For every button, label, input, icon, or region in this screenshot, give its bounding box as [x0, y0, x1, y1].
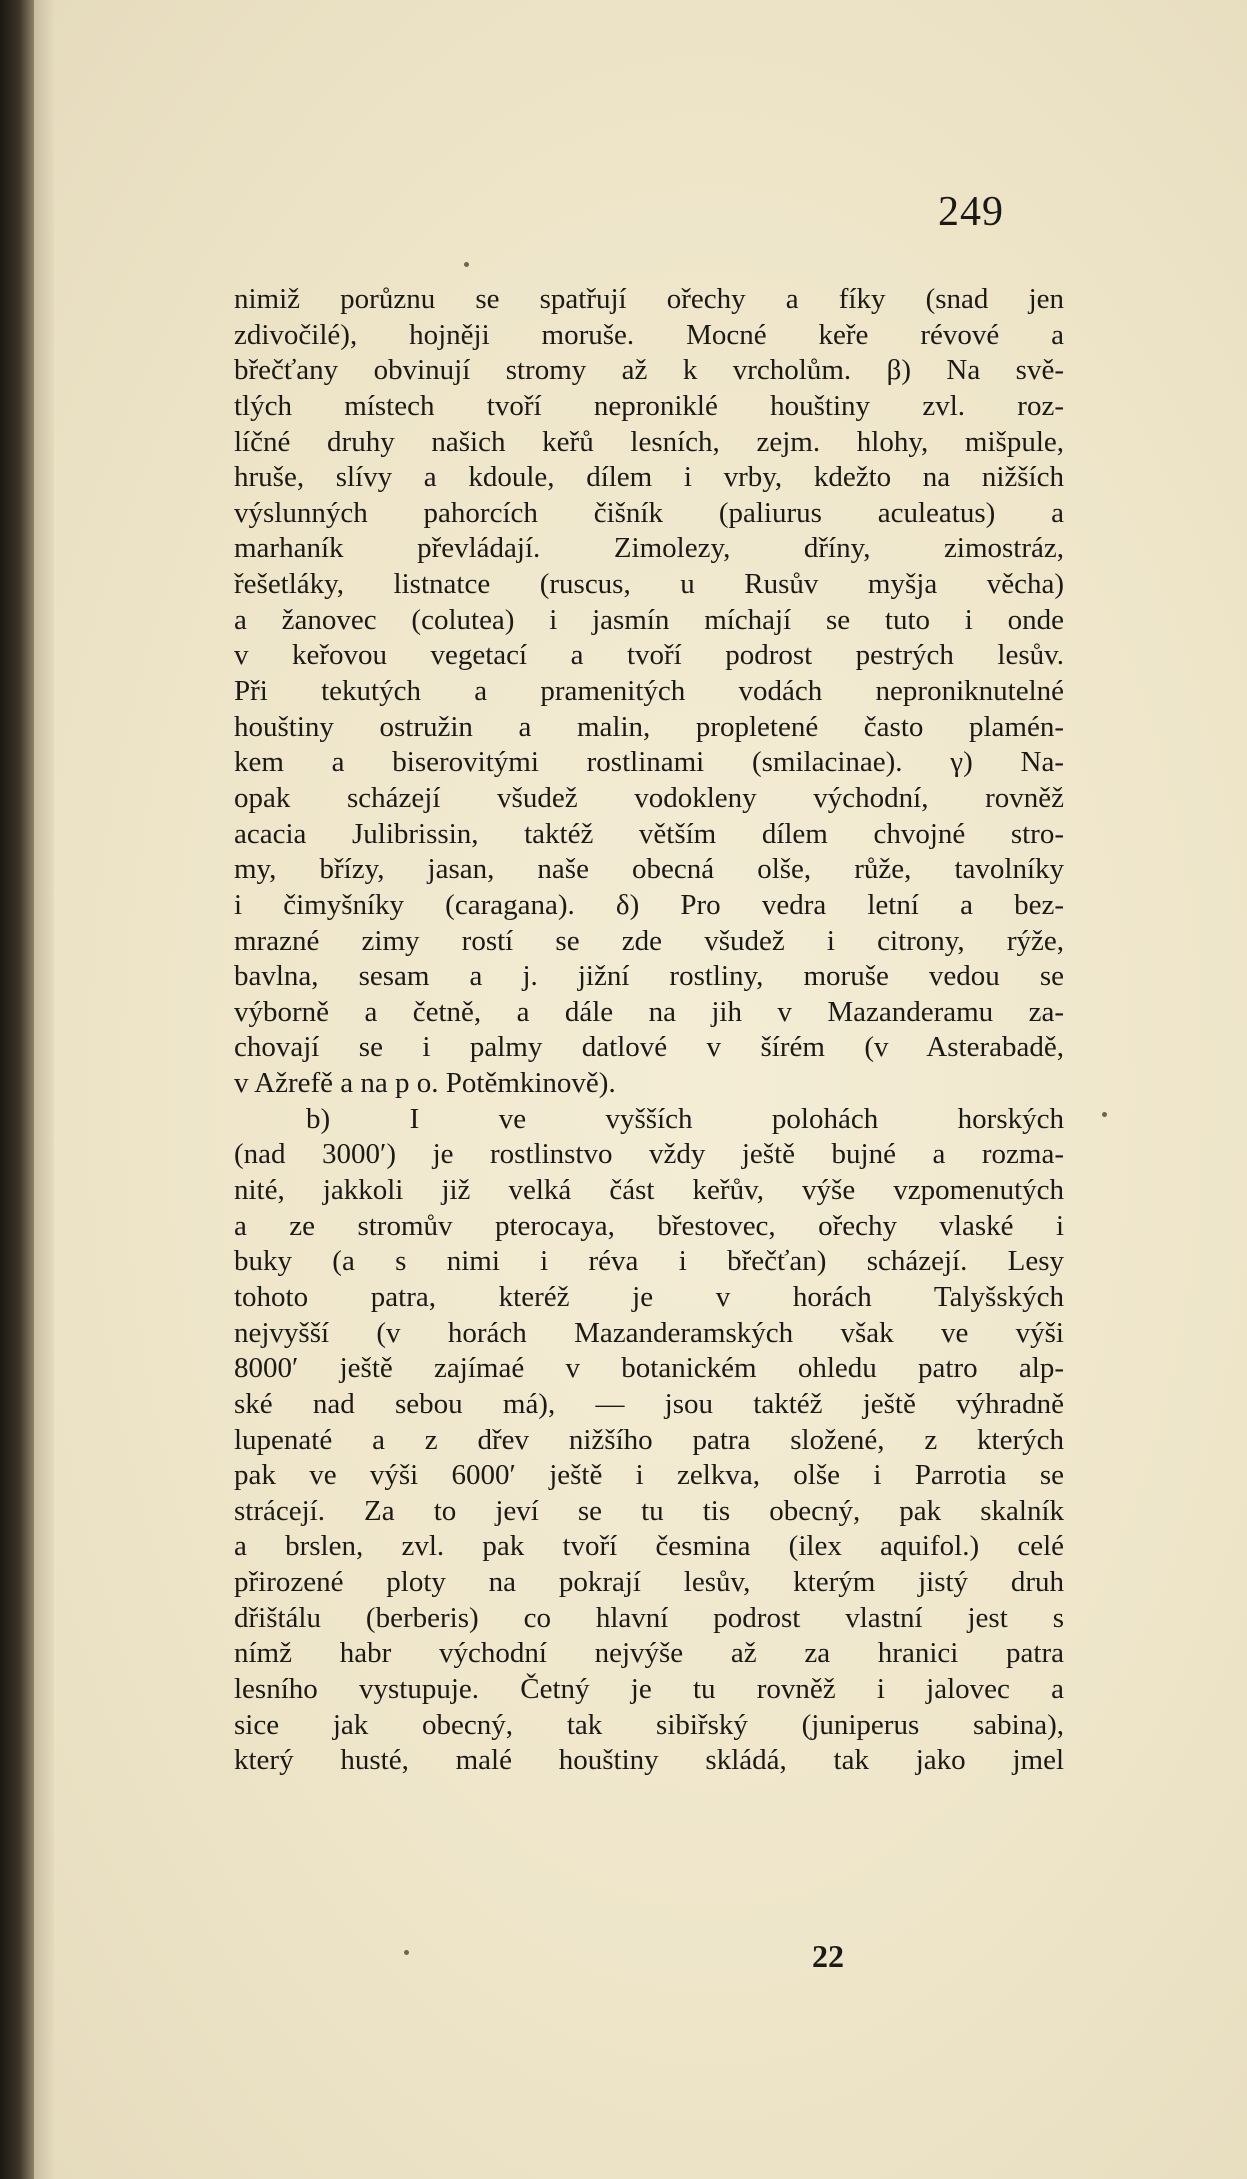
text-line: zdivočilé), hojněji moruše. Mocné keře révové a [234, 318, 1064, 351]
body-text [234, 282, 1064, 1779]
text-line: (nad 3000′) je rostlinstvo vždy ještě bujné a rozma- [234, 1138, 1064, 1171]
text-line: b) I ve vyšších polohách horských [306, 1102, 1064, 1135]
text-line: sice jak obecný, tak sibiřský (juniperus sabina), [234, 1708, 1064, 1741]
text-line: chovají se i palmy datlové v šírém (v Asterabadě, [234, 1031, 1064, 1064]
text-line: kem a biserovitými rostlinami (smilacinae). γ) Na- [234, 746, 1064, 779]
text-line: 8000′ ještě zajímaé v botanickém ohledu patro alp- [234, 1352, 1064, 1385]
signature-mark: 22 [812, 1938, 844, 1974]
text-line: houštiny ostružin a malin, propletené často plamén- [234, 710, 1064, 743]
text-line: v Ažrefě a na p o. Potěmkinově). [234, 1067, 616, 1100]
text-line: nimiž porůznu se spatřují ořechy a fíky (snad jen [234, 283, 1064, 315]
text-line: v keřovou vegetací a tvoří podrost pestrých lesův. [234, 639, 1064, 672]
text-line: řešetláky, listnatce (ruscus, u Rusův myšja věcha) [234, 568, 1064, 601]
page-gutter [34, 0, 54, 2179]
page-number: 249 [938, 189, 1004, 235]
text-line: břečťany obvinují stromy až k vrcholům. β) Na svě- [234, 354, 1064, 387]
text-line: hruše, slívy a kdoule, dílem i vrby, kdežto na nižších [234, 461, 1064, 494]
text-line: bavlna, sesam a j. jižní rostliny, moruše vedou se [234, 960, 1064, 993]
text-line: který husté, malé houštiny skládá, tak jako jmel [234, 1744, 1064, 1777]
paper-speck [404, 1950, 409, 1955]
text-line: výslunných pahorcích čišník (paliurus aculeatus) a [234, 496, 1064, 529]
text-line: lupenaté a z dřev nižšího patra složené, z kterých [234, 1423, 1064, 1456]
text-line: a brslen, zvl. pak tvoří česmina (ilex aquifol.) celé [234, 1530, 1064, 1563]
text-line: buky (a s nimi i réva i břečťan) scházejí. Lesy [234, 1245, 1064, 1278]
text-line: strácejí. Za to jeví se tu tis obecný, pak skalník [234, 1494, 1064, 1527]
text-line: opak scházejí všudež vodokleny východní, rovněž [234, 781, 1064, 814]
book-page [54, 0, 1247, 2179]
text-line: ské nad sebou má), — jsou taktéž ještě výhradně [234, 1387, 1064, 1420]
text-line: tohoto patra, kteréž je v horách Talyšských [234, 1280, 1064, 1313]
text-line: i čimyšníky (caragana). δ) Pro vedra letní a bez- [234, 888, 1064, 921]
text-line: a žanovec (colutea) i jasmín míchají se tuto i onde [234, 603, 1064, 636]
text-line: přirozené ploty na pokrají lesův, kterým jistý druh [234, 1566, 1064, 1599]
text-line: acacia Julibrissin, taktéž větším dílem chvojné stro- [234, 817, 1064, 850]
paper-speck [1102, 1112, 1107, 1117]
text-line: a ze stromův pterocaya, břestovec, ořechy vlaské i [234, 1209, 1064, 1242]
text-line: nímž habr východní nejvýše až za hranici patra [234, 1637, 1064, 1670]
text-line: tlých místech tvoří neproniklé houštiny zvl. roz- [234, 389, 1064, 422]
text-line: výborně a četně, a dále na jih v Mazanderamu za- [234, 995, 1064, 1028]
text-line: pak ve výši 6000′ ještě i zelkva, olše i Parrotia se [234, 1459, 1064, 1492]
book-binding [0, 0, 34, 2179]
text-line: líčné druhy našich keřů lesních, zejm. hlohy, mišpule, [234, 425, 1064, 458]
text-line: dřištálu (berberis) co hlavní podrost vlastní jest s [234, 1601, 1064, 1634]
text-line: Při tekutých a pramenitých vodách neproniknutelné [234, 675, 1064, 708]
text-line: mrazné zimy rostí se zde všudež i citrony, rýže, [234, 924, 1064, 957]
paper-speck [464, 262, 469, 267]
text-line: marhaník převládají. Zimolezy, dříny, zimostráz, [234, 532, 1064, 565]
text-line: nejvyšší (v horách Mazanderamských však ve výši [234, 1316, 1064, 1349]
text-line: my, břízy, jasan, naše obecná olše, růže, tavolníky [234, 853, 1064, 886]
text-line: lesního vystupuje. Četný je tu rovněž i jalovec a [234, 1672, 1064, 1705]
text-line: nité, jakkoli již velká část keřův, výše vzpomenutých [234, 1174, 1064, 1207]
